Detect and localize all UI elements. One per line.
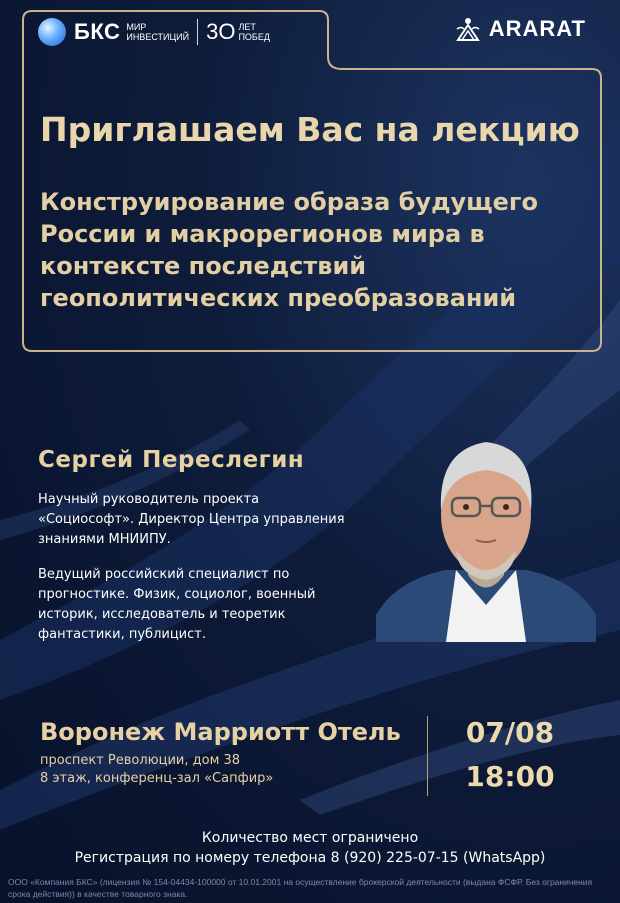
ararat-emblem-icon (455, 16, 481, 42)
bks-logo (38, 18, 270, 46)
bks-logo-sub-line2: ИНВЕСТИЦИЙ (126, 32, 190, 42)
legal-disclaimer: ООО «Компания БКС» (лицензия № 154-04434-100000 от 10.01.2001 на осуществление брокерской деятельности (выдана ФСФР. Без ограничения срока действия)) в качестве товарного знака. (8, 877, 593, 899)
bks-logo-divider (197, 19, 198, 45)
venue-hall: 8 этаж, конференц-зал «Сапфир» (40, 771, 274, 786)
bks-logo-sub (126, 22, 189, 42)
bks-logo-sub-line1: МИР (126, 22, 147, 32)
ararat-logo-name: ARARAT (488, 16, 586, 41)
venue-name: Воронеж Марриотт Отель (40, 718, 401, 746)
lecture-topic: Конструирование образа будущего России и макрорегионов мира в контексте последствий геополитических преобразований (40, 188, 538, 312)
bks-30-years-number: 3О (206, 19, 236, 44)
bks-logo-name: БКС (74, 19, 121, 44)
speaker-bio-position: Научный руководитель проекта «Социософт». Директор Центра управления знаниями МНИИПУ. (38, 492, 345, 547)
venue-date-divider (427, 716, 428, 796)
invitation-title: Приглашаем Вас на лекцию (40, 110, 580, 149)
bks-30-line1: ЛЕТ (238, 22, 256, 32)
bks-sphere-icon (38, 18, 66, 46)
speaker-bio-description: Ведущий российский специалист по прогностике. Физик, социолог, военный историк, исследователь и теоретик фантастики, публицист. (38, 567, 316, 642)
registration-phone: Регистрация по номеру телефона 8 (920) 225-07-15 (WhatsApp) (74, 850, 546, 866)
seats-limited-note: Количество мест ограничено (201, 830, 419, 846)
venue-address: проспект Революции, дом 38 (40, 753, 241, 768)
bks-30-line2: ПОБЕД (238, 32, 270, 42)
speaker-photo (376, 430, 596, 642)
ararat-logo (455, 16, 586, 42)
bks-30-years-text (238, 22, 269, 42)
speaker-name: Сергей Переслегин (38, 447, 305, 473)
event-time: 18:00 (465, 760, 555, 793)
event-date: 07/08 (465, 716, 555, 749)
